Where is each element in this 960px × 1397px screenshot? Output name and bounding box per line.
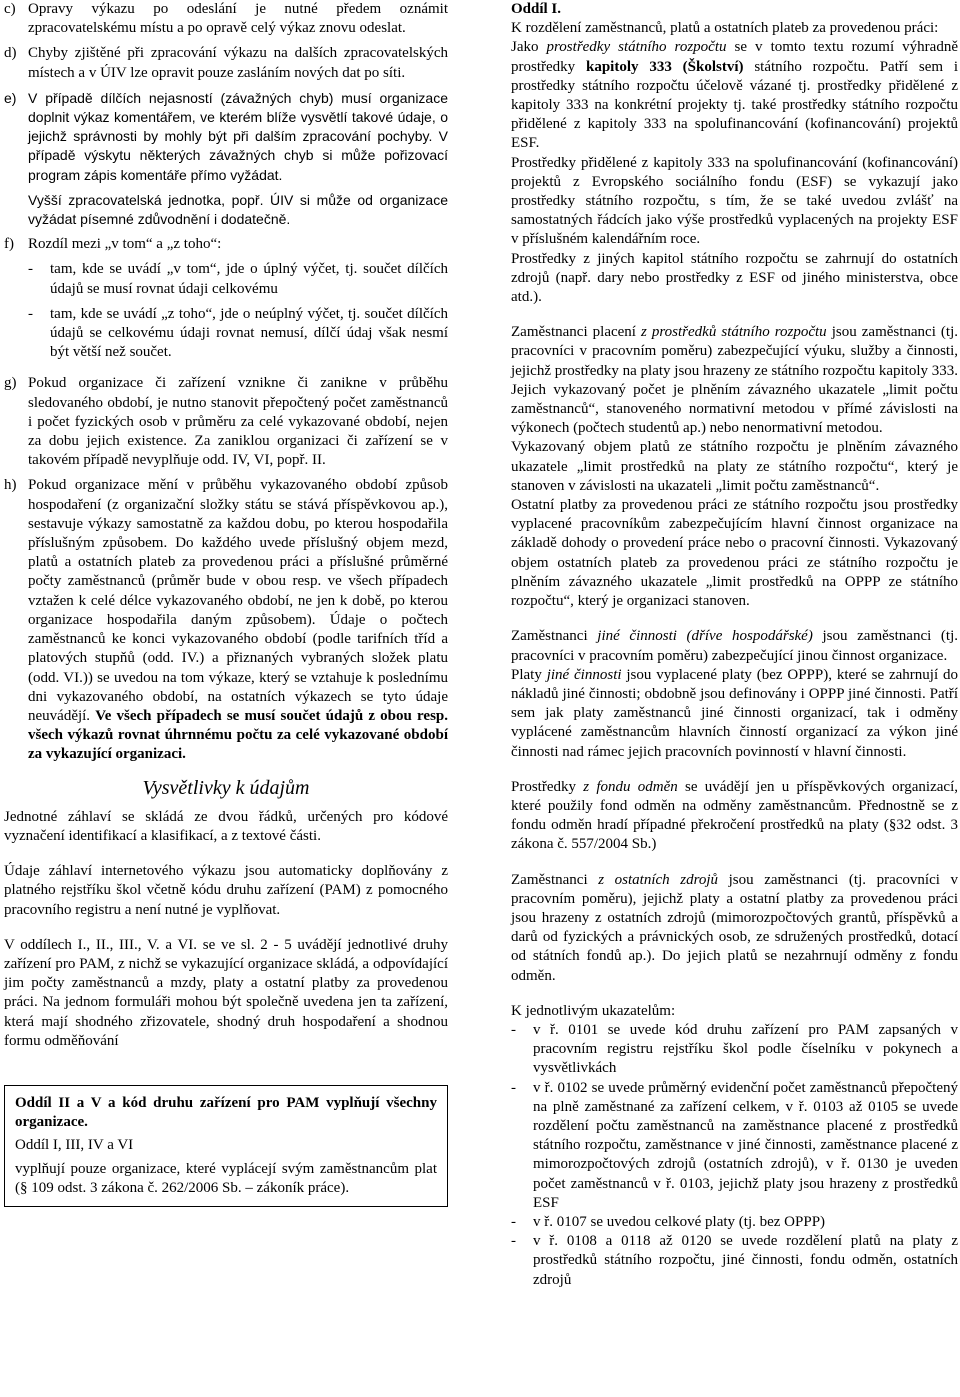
dash-symbol: -: [28, 305, 33, 322]
right-column: [511, 0, 958, 1290]
item-text-wrap: [28, 476, 448, 764]
left-column: [4, 0, 448, 1207]
item-label: g): [4, 375, 17, 392]
dash-symbol: -: [28, 261, 33, 278]
dash-item: [28, 305, 448, 363]
dash-text: tam, kde se uvádí „z toho“, jde o neúplný výčet, tj. součet dílčích údajů se celkovému údaji rovnat nemusí, dílčí údaj však nesmí být větší než součet.: [50, 305, 448, 361]
item-text: Chyby zjištěné při zpracování výkazu na dalších zpracovatelských místech a v ÚIV lze opravit pouze zasláním nových dat po síti.: [28, 45, 448, 81]
item-text: Rozdíl mezi „v tom“ a „z toho“:: [28, 236, 222, 253]
item-text: V případě dílčích nejasností (závažných chyb) musí organizace doplnit výkaz komentářem, ve kterém blíže vysvětlí takové údaje, o jejichž správnosti by mohly být při dalším zpracování pochyby. V případě výskytu některých závažných chyb si může pořizovací program zápis komentáře přímo vyžádat.: [28, 89, 448, 183]
item-label: d): [4, 45, 17, 62]
indicator-item: - v ř. 0107 se uvedou celkové platy (tj. bez OPPP): [511, 1213, 826, 1230]
item-text: Pokud organizace či zařízení vznikne či zanikne v průběhu sledovaného období, je nutno stanovit přepočtený počet zaměstnanců i počet fyzických osob v průměru za celé vykazované období, nejen za dobu jejich existence. Za zaniklou organizaci či zařízení se v takovém případě nevyplňuje odd. IV, VI, popř. II.: [28, 375, 448, 469]
paragraph-internet: Údaje záhlaví internetového výkazu jsou automaticky doplňovány z platného rejstříku škol včetně kódu druhu zařízení (PAM) z pomocného pracovního registru a není nutné je vyplňovat.: [4, 863, 448, 918]
paragraph-salary-volume: Vykazovaný objem platů ze státního rozpočtu je plněním závazného ukazatele „limit prostředků na platy ze státního rozpočtu“, který je stanoven v závislosti na ukazateli „limit počtu zaměstnanců“.: [511, 439, 958, 494]
item-g: [4, 374, 448, 470]
item-text-bold: Ve všech případech se musí součet údajů z obou resp. všech výkazů rovnat úhrnnému počtu za celé vykazované období za vykazující organizaci.: [28, 707, 448, 763]
dash-text: tam, kde se uvádí „v tom“, jde o úplný výčet, tj. součet dílčích údajů se musí rovnat údaji celkovému: [50, 261, 448, 297]
indicator-item: - v ř. 0102 se uvede průměrný evidenční počet zaměstnanců přepočtený na plně zaměstnané za zařízení celkem, v ř. 0103 až 0105 se uvede rozdělení počtu zaměstnanců na zaměstnance placené z prostředků státního rozpočtu, zaměstnance v jiné činnosti, zaměstnance placené z mimorozpočtových zdrojů (ostatních zdrojů), v ř. 0130 je uveden počet zaměstnanců v ř. 0103, jejichž platy jsou hrazeny z prostředků ESF: [511, 1079, 958, 1211]
paragraph-other-activity: Zaměstnanci jiné činnosti (dříve hospodářské) jsou zaměstnanci (tj. pracovníci v pracovním poměru) zabezpečující jinou činnost organizace.: [511, 628, 958, 664]
paragraph-header: Jednotné záhlaví se skládá ze dvou řádků, určených pro kódové vyznačení identifikací a klasifikací, a z textové části.: [4, 808, 448, 844]
box-line-1: Oddíl II a V a kód druhu zařízení pro PAM vyplňují všechny organizace.: [15, 1094, 437, 1131]
paragraph-reward-fund: Prostředky z fondu odměn se uvádějí jen u příspěvkových organizací, které použily fond odměn na odměny zaměstnancům. Přednostně se z fondu odměn hradí případné překročení prostředků na platy (§32 odst. 3 zákona č. 557/2004 Sb.): [511, 778, 958, 853]
paragraph-sections: V oddílech I., II., III., V. a VI. se ve sl. 2 - 5 uvádějí jednotlivé druhy zařízení pro PAM, z nichž se vykazující organizace skládá, a odpovídající jim počty zaměstnanců a mzdy, platy a ostatní platby za provedenou práci. Na jednom formuláři mohou být společně uvedena jen ta zařízení, která mají shodného zřizovatele, shodný druh hospodaření a shodnou formu odměňování: [4, 936, 448, 1049]
dash-item: [28, 260, 448, 298]
indicators-title: K jednotlivým ukazatelům:: [511, 1002, 676, 1019]
notice-box: [4, 1085, 448, 1207]
section-heading: Vysvětlivky k údajům: [142, 776, 310, 799]
item-text-wrap: [28, 89, 448, 229]
paragraph-esf: Prostředky přidělené z kapitoly 333 na spolufinancování (kofinancování) projektů z Evropského sociálního fondu (ESF) se vykazují jako prostředky státního rozpočtu, s tím, že se také uvedou zvlášť na samostatných řádcích jako výše prostředků vyplacených na projekty ESF v příslušném kalendářním roce.: [511, 154, 958, 248]
box-line-2: Oddíl I, III, IV a VI: [15, 1137, 134, 1154]
paragraph-other-activity-salary: Platy jiné činnosti jsou vyplacené platy (bez OPPP), které se zahrnují do nákladů jiné činnosti; obdobně jsou definovány i OPPP jiné činnosti. Patří sem jak platy zaměstnanců jiné činnosti organizací, tak i odměny vyplácené zaměstnancům hlavních činností organizací za výkon jiné činnosti nad rámec jejich pracovních povinností v hlavní činnosti.: [511, 666, 958, 760]
paragraph-other-sources: Zaměstnanci z ostatních zdrojů jsou zaměstnanci (tj. pracovníci v pracovním poměru), jejichž platy a ostatní platby za provedenou práci jsou hrazeny z ostatních zdrojů (mimorozpočtových grantů, příspěvků a darů od fyzických a právnických osob, ze sdružených prostředků, dotací od státních fondů ap.). Do jejich platů se nezahrnují odměny z fondu odměn.: [511, 871, 958, 984]
item-text: Pokud organizace mění v průběhu vykazovaného období způsob hospodaření (z organizační složky státu se stává příspěvkovou ap.), sestavuje výkazy samostatně za každou dobu, po kterou hospodařila příslušným způsobem. Do každého uvede příslušný objem mezd, platů a ostatních plateb za provedenou práci a příslušné průměrné počty zaměstnanců (průměr bude v obou resp. ve všech případech vztažen k celé délce vykazovaného období, ne jen k době, po kterou organizace hospodařila daným způsobem). Údaje o počtech zaměstnanců ke konci vykazovaného období (podle tarifních tříd a platových stupňů (odd. IV.) a přiznaných vybraných složek platu (odd. VI.)) se uvedou na tom výkaze, který se vztahuje k poslednímu dni vykazovaného období, na ostatních výkazech se tyto údaje neuvádějí.: [28, 477, 448, 724]
box-line-3: vyplňují pouze organizace, které vyplácejí svým zaměstnancům plat (§ 109 odst. 3 zákona č. 262/2006 Sb. – zákoník práce).: [15, 1160, 437, 1196]
item-e: [4, 89, 448, 229]
item-label: h): [4, 477, 17, 494]
item-label: e): [4, 89, 17, 106]
section-title: Oddíl I.: [511, 1, 562, 17]
paragraph-state-budget: Jako prostředky státního rozpočtu se v tomto textu rozumí výhradně prostředky kapitoly 333 (Školství) státního rozpočtu. Patří sem i prostředky státního rozpočtu účelově vázané tj. prostředky přidělené z kapitoly 333 na konkrétní projekty tj. také prostředky státního rozpočtu přidělené z kapitoly 333 na spolufinancování (kofinancování) projektů ESF.: [511, 39, 959, 152]
item-f: [4, 235, 448, 368]
item-label: c): [4, 1, 16, 17]
item-d: [4, 44, 448, 82]
item-label: f): [4, 236, 14, 253]
item-text: Opravy výkazu po odeslání je nutné předem oznámit zpracovatelskému místu a po opravě celý výkaz znovu odeslat.: [28, 1, 448, 37]
item-c: [4, 0, 448, 38]
item-h: [4, 476, 448, 764]
item-text-wrap: [28, 235, 448, 368]
item-text-2: Vyšší zpracovatelská jednotka, popř. ÚIV si může od organizace vyžádat písemné zdůvodnění i dodatečně.: [28, 191, 448, 228]
paragraph-intro: K rozdělení zaměstnanců, platů a ostatních plateb za provedenou práci:: [511, 20, 939, 37]
paragraph-other-payments: Ostatní platby za provedenou práci ze státního rozpočtu jsou prostředky vyplacené pracovníkům zabezpečujícím hlavní činnost organizace na základě dohody o provedení práce nebo o pracovní činnosti. Vykazovaný objem ostatních plateb za provedenou práci ze státního rozpočtu je plněním závazného ukazatele „limit prostředků na OPPP ze státního rozpočtu“, který je organizaci stanoven.: [511, 497, 958, 610]
indicator-item: - v ř. 0108 a 0118 až 0120 se uvede rozdělení platů na platy z prostředků státního rozpočtu, jiné činnosti, fondu odměn, ostatních zdrojů: [511, 1233, 958, 1288]
indicator-item: - v ř. 0101 se uvede kód druhu zařízení pro PAM zapsaných v pracovním registru rejstříku škol podle číselníku v pokynech a vysvětlivkách: [511, 1021, 958, 1077]
paragraph-other-chapters: Prostředky z jiných kapitol státního rozpočtu se zahrnují do ostatních zdrojů (např. dary nebo prostředky z ESF od jiného ministerstva, obce atd.).: [511, 250, 958, 306]
paragraph-employees-state: Zaměstnanci placení z prostředků státního rozpočtu jsou zaměstnanci (tj. pracovníci v pracovním poměru) zabezpečující výuku, služby a činnosti, jejichž prostředky na platy jsou hrazeny ze státního rozpočtu kapitoly 333. Jejich vykazovaný počet je plněním závazného ukazatele „limit počtu zaměstnanců“, stanoveného normativní metodou v přímé závislosti na výkonech (počtech studentů ap.) nebo nenormativní metodou.: [511, 324, 959, 437]
